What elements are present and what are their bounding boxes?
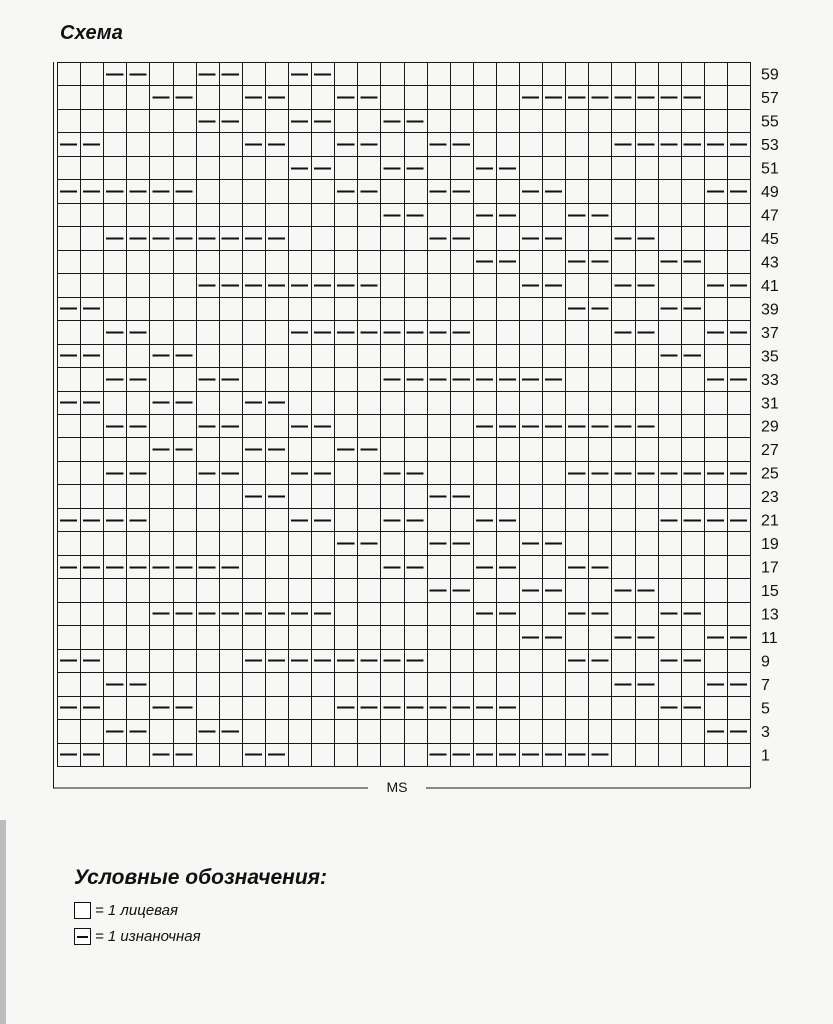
row-number: 41 bbox=[761, 277, 779, 295]
row-number: 37 bbox=[761, 324, 779, 342]
row-number: 7 bbox=[761, 676, 770, 694]
row-number: 11 bbox=[761, 629, 778, 647]
row-number: 3 bbox=[761, 723, 770, 741]
row-number: 43 bbox=[761, 254, 779, 272]
scan-edge bbox=[0, 820, 6, 1024]
row-number: 9 bbox=[761, 653, 770, 671]
row-number: 49 bbox=[761, 184, 779, 202]
knit-symbol bbox=[74, 902, 91, 919]
legend-item-knit bbox=[74, 900, 178, 920]
row-number: 45 bbox=[761, 231, 779, 248]
row-number: 47 bbox=[761, 207, 779, 225]
row-number: 27 bbox=[761, 442, 779, 460]
row-number: 23 bbox=[761, 489, 779, 507]
knit-label: = 1 лицевая bbox=[95, 901, 179, 919]
row-numbers bbox=[761, 67, 779, 765]
row-number: 25 bbox=[761, 465, 779, 483]
row-number: 31 bbox=[761, 395, 779, 413]
row-number: 1 bbox=[761, 747, 770, 765]
row-number: 35 bbox=[761, 348, 779, 366]
ms-bar bbox=[53, 779, 750, 795]
row-number: 29 bbox=[761, 418, 779, 436]
row-number: 33 bbox=[761, 371, 779, 389]
chart-title: Схема bbox=[60, 22, 124, 44]
row-number: 15 bbox=[761, 583, 779, 600]
legend-item-purl bbox=[74, 926, 201, 946]
ms-label: MS bbox=[386, 779, 408, 795]
row-number: 51 bbox=[761, 160, 779, 178]
row-number: 17 bbox=[761, 559, 779, 577]
row-number: 55 bbox=[761, 113, 779, 131]
purl-symbol bbox=[74, 928, 91, 945]
row-number: 39 bbox=[761, 301, 779, 319]
purl-label: = 1 изнаночная bbox=[95, 927, 201, 945]
chart-grid bbox=[54, 62, 751, 788]
legend-title: Условные обозначения: bbox=[74, 866, 328, 889]
row-number: 13 bbox=[761, 606, 779, 624]
row-number: 53 bbox=[761, 137, 779, 155]
row-number: 57 bbox=[761, 90, 779, 108]
row-number: 59 bbox=[761, 66, 779, 84]
row-number: 5 bbox=[761, 700, 770, 718]
row-number: 21 bbox=[761, 512, 779, 530]
row-number: 19 bbox=[761, 536, 779, 554]
